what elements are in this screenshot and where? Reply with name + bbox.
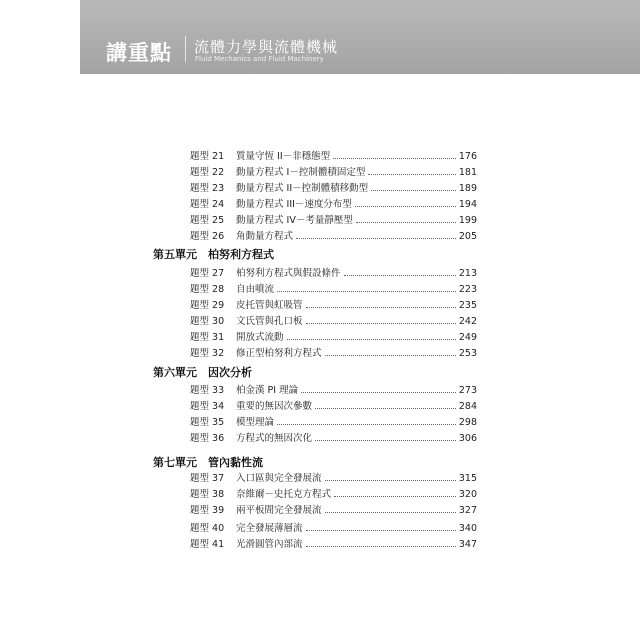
toc-entry[interactable]	[190, 297, 477, 311]
entry-title: 文氏管與孔口板	[236, 316, 303, 327]
entry-page-number: 298	[458, 417, 477, 428]
entry-number: 題型 24	[190, 199, 225, 210]
dot-leader	[333, 158, 456, 159]
entry-page-number: 253	[458, 348, 477, 359]
toc-entry[interactable]	[190, 536, 477, 550]
toc-entry[interactable]	[190, 470, 477, 484]
entry-title: 開放式流動	[236, 332, 284, 343]
toc-entry[interactable]	[190, 196, 477, 210]
dot-leader	[296, 238, 456, 239]
entry-title: 柏努利方程式與假設條件	[236, 268, 341, 279]
entry-title: 動量方程式 II－控制體積移動型	[236, 183, 369, 194]
toc-entry[interactable]	[190, 180, 477, 194]
entry-number: 題型 25	[190, 215, 225, 226]
entry-title: 光滑圓管內部流	[236, 539, 303, 550]
dot-leader	[277, 424, 456, 425]
entry-page-number: 327	[458, 505, 477, 516]
dot-leader	[306, 546, 456, 547]
toc-entry[interactable]	[190, 520, 477, 534]
entry-page-number: 199	[458, 215, 477, 226]
entry-title: 質量守恆 II－非穩態型	[236, 151, 331, 162]
dot-leader	[356, 222, 456, 223]
dot-leader	[344, 275, 456, 276]
dot-leader	[315, 440, 456, 441]
entry-title: 動量方程式 IV－考量靜壓型	[236, 215, 353, 226]
unit-heading: 第七單元 管內黏性流	[153, 456, 263, 469]
entry-number: 題型 28	[190, 284, 225, 295]
entry-number: 題型 23	[190, 183, 225, 194]
unit-heading: 第六單元 因次分析	[153, 366, 252, 379]
dot-leader	[368, 174, 456, 175]
toc-entry[interactable]	[190, 502, 477, 516]
toc-entry[interactable]	[190, 228, 477, 242]
entry-page-number: 249	[458, 332, 477, 343]
entry-title: 完全發展薄層流	[236, 523, 303, 534]
unit-heading: 第五單元 柏努利方程式	[153, 248, 274, 261]
entry-number: 題型 32	[190, 348, 225, 359]
entry-page-number: 273	[458, 385, 477, 396]
entry-number: 題型 36	[190, 433, 225, 444]
entry-title: 動量方程式 I－控制體積固定型	[236, 167, 366, 178]
dot-leader	[287, 339, 456, 340]
entry-page-number: 194	[458, 199, 477, 210]
header-title: 流體力學與流體機械	[194, 38, 339, 56]
entry-page-number: 176	[458, 151, 477, 162]
entry-title: 自由噴流	[236, 284, 275, 295]
entry-number: 題型 34	[190, 401, 225, 412]
entry-title: 柏金漢 PI 理論	[236, 385, 299, 396]
entry-title: 修正型柏努利方程式	[236, 348, 322, 359]
entry-number: 題型 37	[190, 473, 225, 484]
entry-title: 入口區與完全發展流	[236, 473, 322, 484]
toc-entry[interactable]	[190, 148, 477, 162]
entry-page-number: 181	[458, 167, 477, 178]
toc-entry[interactable]	[190, 281, 477, 295]
entry-page-number: 340	[458, 523, 477, 534]
entry-number: 題型 21	[190, 151, 225, 162]
entry-page-number: 223	[458, 284, 477, 295]
toc-entry[interactable]	[190, 265, 477, 279]
entry-number: 題型 27	[190, 268, 225, 279]
toc-entry[interactable]	[190, 430, 477, 444]
header-subtitle: Fluid Mechanics and Fluid Machinery	[195, 55, 324, 63]
entry-title: 重要的無因次參數	[236, 401, 313, 412]
dot-leader	[325, 512, 456, 513]
toc-entry[interactable]	[190, 345, 477, 359]
entry-number: 題型 39	[190, 505, 225, 516]
entry-page-number: 235	[458, 300, 477, 311]
toc-entry[interactable]	[190, 414, 477, 428]
entry-page-number: 284	[458, 401, 477, 412]
dot-leader	[371, 190, 456, 191]
dot-leader	[301, 392, 456, 393]
entry-title: 方程式的無因次化	[236, 433, 313, 444]
dot-leader	[277, 291, 456, 292]
entry-title: 角動量方程式	[236, 231, 294, 242]
entry-number: 題型 33	[190, 385, 225, 396]
dot-leader	[334, 496, 456, 497]
entry-page-number: 242	[458, 316, 477, 327]
toc-entry[interactable]	[190, 212, 477, 226]
entry-number: 題型 35	[190, 417, 225, 428]
toc-entry[interactable]	[190, 164, 477, 178]
header-badge: 講重點	[106, 40, 172, 65]
dot-leader	[325, 480, 456, 481]
entry-number: 題型 40	[190, 523, 225, 534]
dot-leader	[315, 408, 456, 409]
toc-entry[interactable]	[190, 382, 477, 396]
entry-number: 題型 30	[190, 316, 225, 327]
entry-number: 題型 31	[190, 332, 225, 343]
entry-page-number: 213	[458, 268, 477, 279]
entry-title: 模型理論	[236, 417, 275, 428]
entry-title: 皮托管與虹吸管	[236, 300, 303, 311]
entry-title: 奈維爾－史托克方程式	[236, 489, 332, 500]
dot-leader	[306, 530, 456, 531]
toc-entry[interactable]	[190, 313, 477, 327]
entry-page-number: 315	[458, 473, 477, 484]
dot-leader	[325, 355, 456, 356]
entry-page-number: 320	[458, 489, 477, 500]
dot-leader	[355, 206, 456, 207]
dot-leader	[306, 323, 456, 324]
toc-entry[interactable]	[190, 486, 477, 500]
toc-entry[interactable]	[190, 329, 477, 343]
entry-page-number: 205	[458, 231, 477, 242]
toc-entry[interactable]	[190, 398, 477, 412]
entry-title: 兩平板間完全發展流	[236, 505, 322, 516]
entry-page-number: 306	[458, 433, 477, 444]
entry-page-number: 189	[458, 183, 477, 194]
entry-page-number: 347	[458, 539, 477, 550]
dot-leader	[306, 307, 456, 308]
entry-number: 題型 29	[190, 300, 225, 311]
header-divider	[185, 36, 186, 62]
entry-number: 題型 38	[190, 489, 225, 500]
entry-number: 題型 26	[190, 231, 225, 242]
entry-title: 動量方程式 III－速度分布型	[236, 199, 352, 210]
entry-number: 題型 22	[190, 167, 225, 178]
entry-number: 題型 41	[190, 539, 225, 550]
